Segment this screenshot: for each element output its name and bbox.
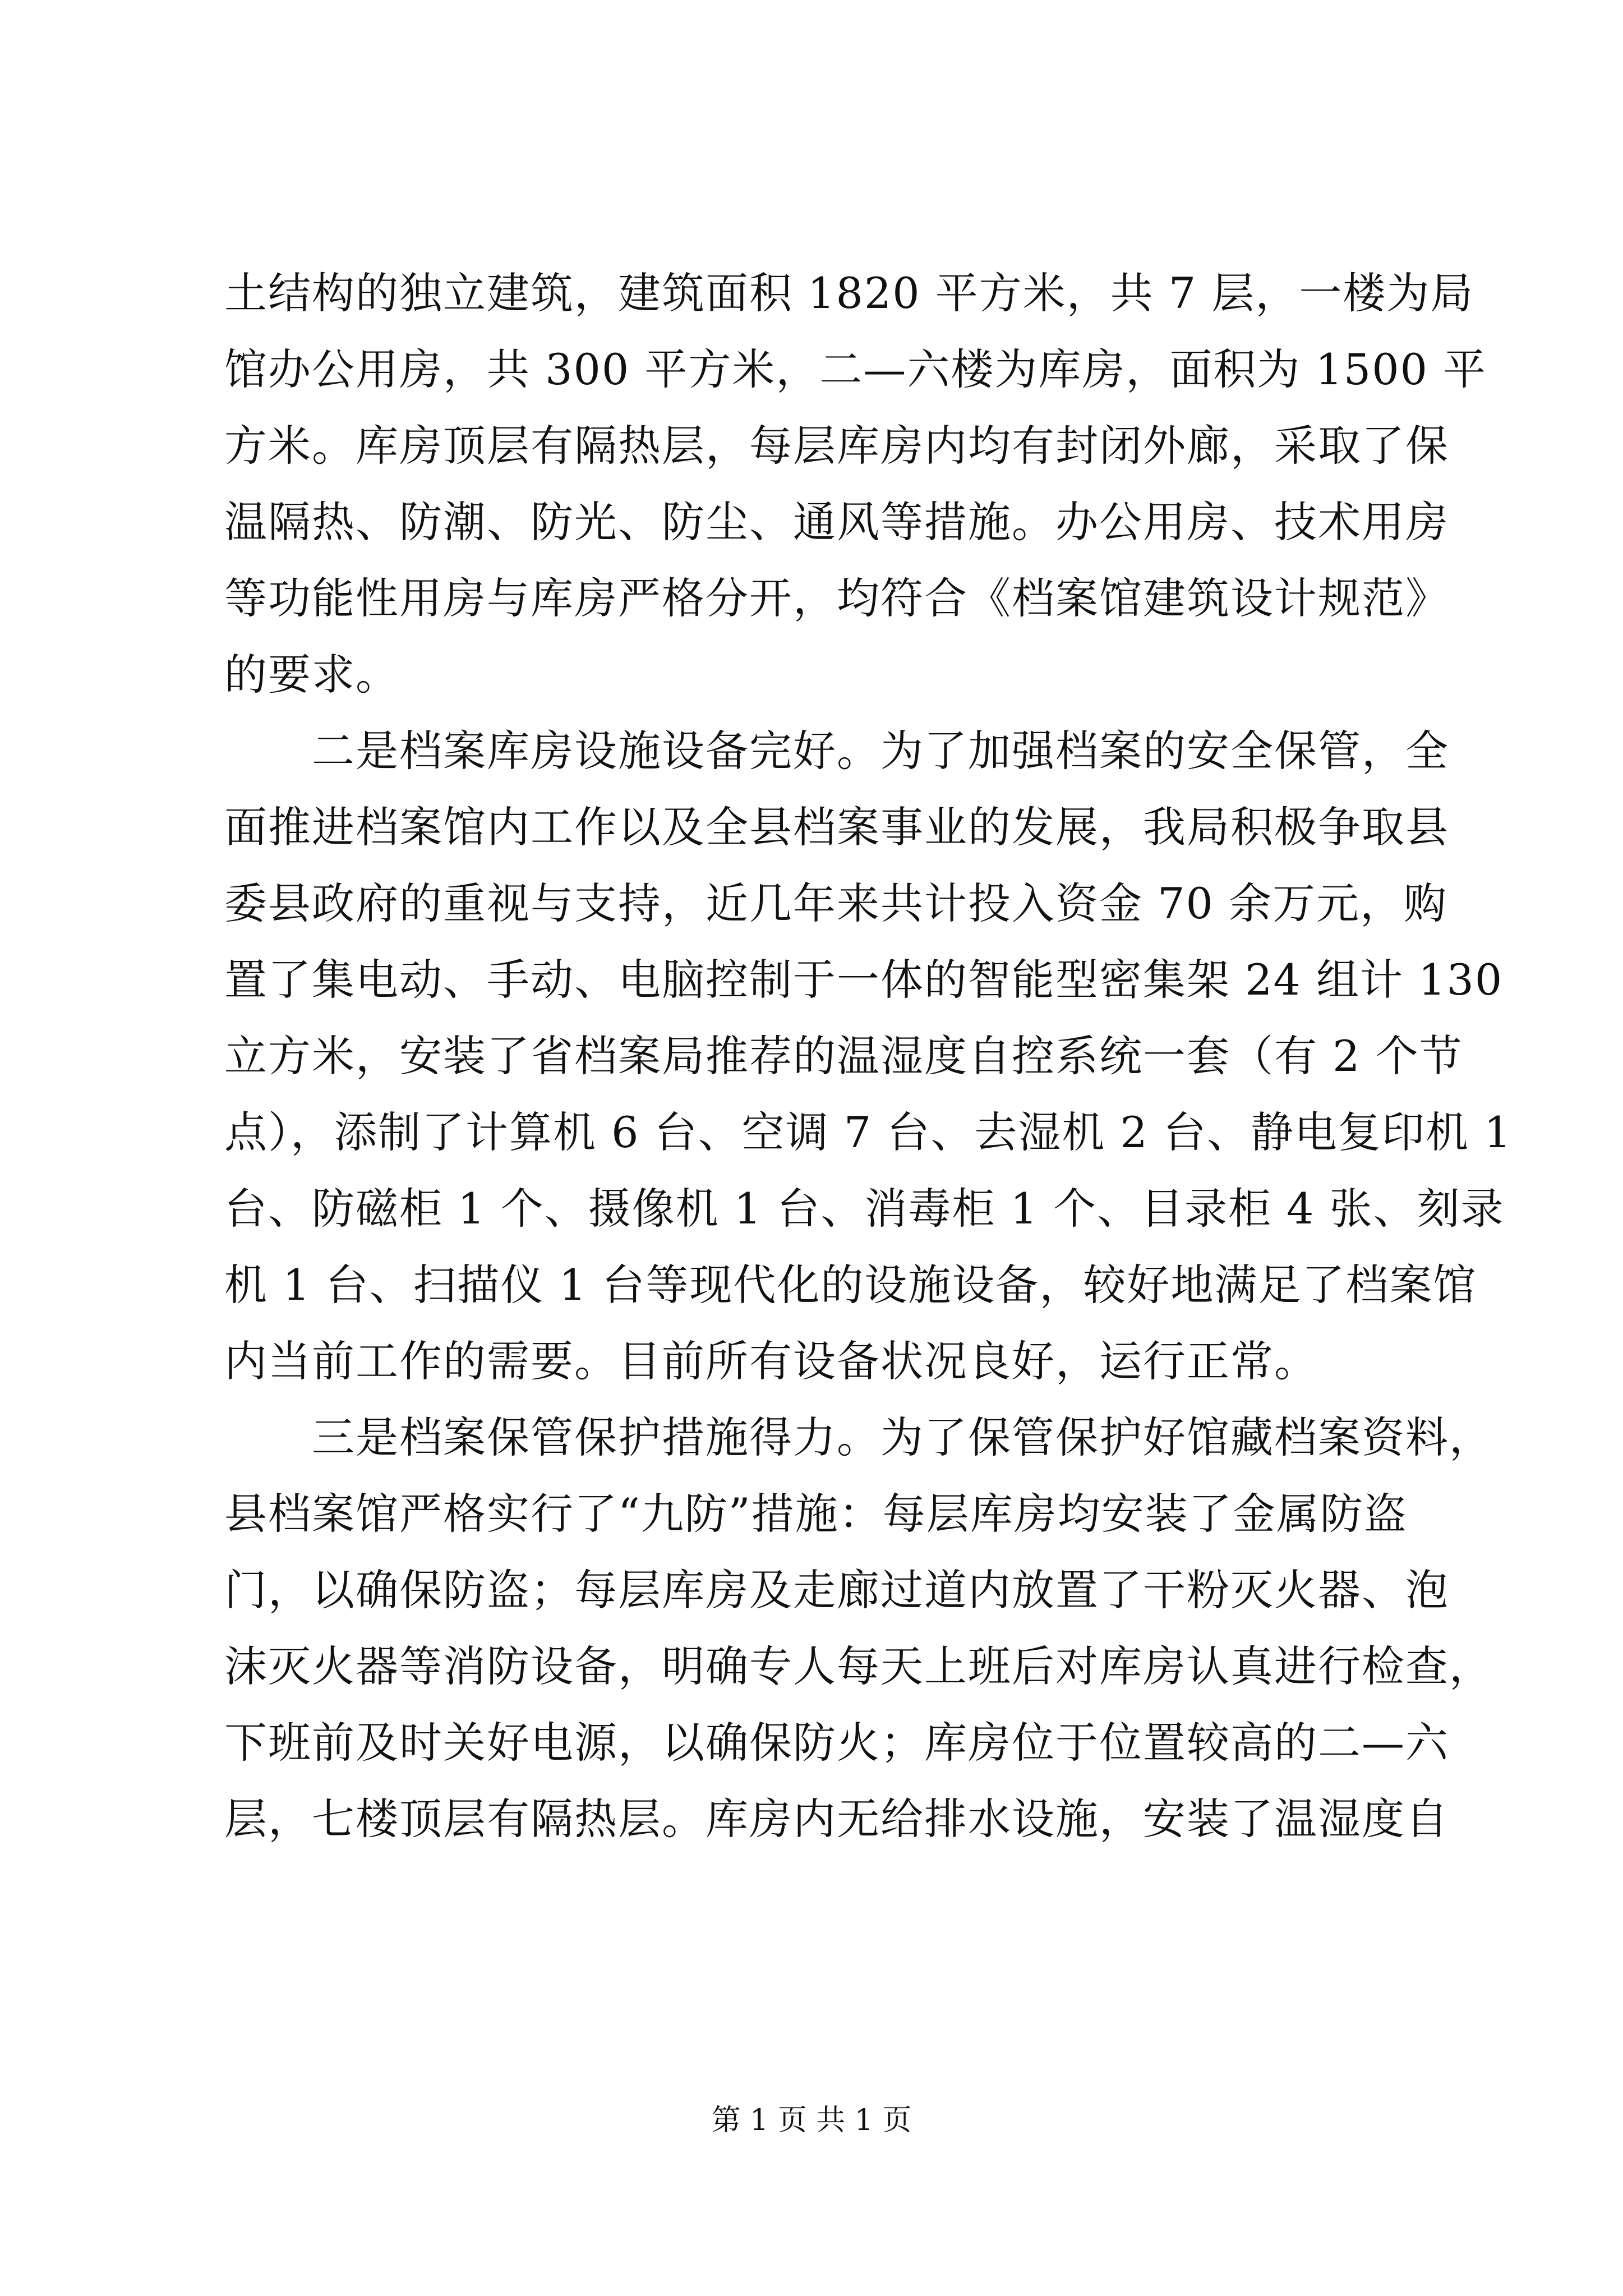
text-line: 土结构的独立建筑，建筑面积 1820 平方米，共 7 层，一楼为局: [224, 268, 1474, 318]
page-footer: 第 1 页 共 1 页: [711, 2104, 912, 2137]
text-line: 二是档案库房设施设备完好。为了加强档案的安全保管，全: [224, 726, 1449, 776]
text-line: 台、防磁柜 1 个、摄像机 1 台、消毒柜 1 个、目录柜 4 张、刻录: [224, 1184, 1505, 1234]
text-line: 机 1 台、扫描仪 1 台等现代化的设施设备，较好地满足了档案馆: [224, 1260, 1477, 1310]
text-line: 沫灭火器等消防设备，明确专人每天上班后对库房认真进行检查，: [224, 1641, 1493, 1691]
text-line: 置了集电动、手动、电脑控制于一体的智能型密集架 24 组计 130: [224, 955, 1504, 1005]
text-line: 方米。库房顶层有隔热层，每层库房内均有封闭外廊，采取了保: [224, 421, 1449, 471]
text-line: 温隔热、防潮、防光、防尘、通风等措施。办公用房、技术用房: [224, 497, 1449, 547]
text-line: 面推进档案馆内工作以及全县档案事业的发展，我局积极争取县: [224, 802, 1449, 852]
text-line: 内当前工作的需要。目前所有设备状况良好，运行正常。: [224, 1336, 1318, 1386]
body-text: [224, 255, 1513, 1857]
text-line: 三是档案保管保护措施得力。为了保管保护好馆藏档案资料，: [224, 1412, 1493, 1462]
text-line: 门，以确保防盗；每层库房及走廊过道内放置了干粉灭火器、泡: [224, 1565, 1449, 1615]
text-line: 委县政府的重视与支持，近几年来共计投入资金 70 余万元，购: [224, 878, 1448, 928]
text-line: 馆办公用房，共 300 平方米，二—六楼为库房，面积为 1500 平: [224, 344, 1487, 394]
text-line: 立方米，安装了省档案局推荐的温湿度自控系统一套（有 2 个节: [224, 1031, 1463, 1081]
text-line: 的要求。: [224, 650, 399, 700]
text-line: 点），添制了计算机 6 台、空调 7 台、去湿机 2 台、静电复印机 1: [224, 1107, 1513, 1157]
text-line: 下班前及时关好电源，以确保防火；库房位于位置较高的二—六: [224, 1718, 1449, 1768]
text-line: 层，七楼顶层有隔热层。库房内无给排水设施，安装了温湿度自: [224, 1794, 1449, 1844]
text-line: 等功能性用房与库房严格分开，均符合《档案馆建筑设计规范》: [224, 573, 1449, 623]
text-line: 县档案馆严格实行了“九防”措施：每层库房均安装了金属防盗: [224, 1489, 1408, 1539]
